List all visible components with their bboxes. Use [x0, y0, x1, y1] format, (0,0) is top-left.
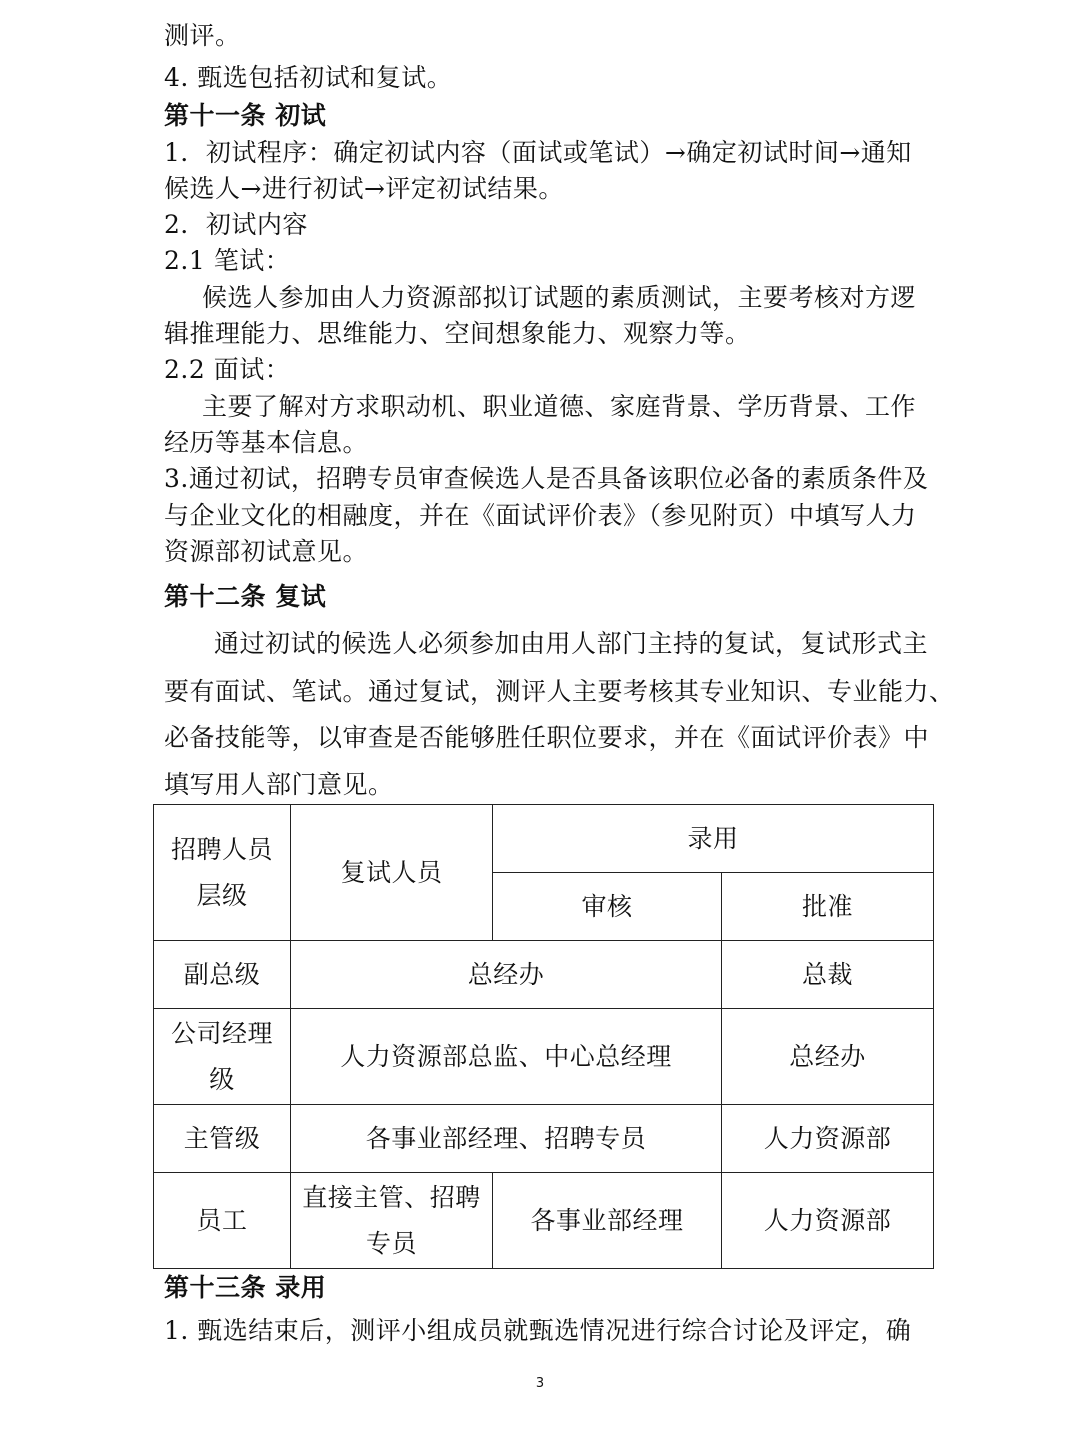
text-line: 2.2 面试：: [164, 355, 291, 384]
text-line: 辑推理能力、思维能力、空间想象能力、观察力等。: [164, 319, 751, 348]
interviewer-line: 直接主管、招聘: [302, 1182, 481, 1212]
table-row: [154, 1105, 934, 1173]
text-line: 资源部初试意见。: [164, 537, 369, 566]
level-line: 级: [209, 1064, 235, 1094]
merged-cell: 各事业部经理、招聘专员: [291, 1105, 722, 1173]
level-cell: 主管级: [154, 1105, 291, 1173]
text-line: 3.通过初试，招聘专员审查候选人是否具备该职位必备的素质条件及: [164, 464, 929, 493]
page-number: 3: [535, 1376, 545, 1391]
text-line: 2.1 笔试：: [164, 246, 291, 275]
header-approve-cell: 批准: [722, 873, 934, 941]
text-line: 通过初试的候选人必须参加由用人部门主持的复试，复试形式主: [214, 629, 929, 658]
interview-approval-table: [153, 804, 934, 1269]
merged-cell: 人力资源部总监、中心总经理: [291, 1009, 722, 1105]
text-line: 经历等基本信息。: [164, 428, 369, 457]
section-heading-13: 第十三条 录用: [164, 1273, 327, 1302]
level-cell: 副总级: [154, 941, 291, 1009]
section-heading-12: 第十二条 复试: [164, 582, 327, 611]
level-cell: [154, 1009, 291, 1105]
approve-cell: 总裁: [722, 941, 934, 1009]
level-cell: 员工: [154, 1173, 291, 1269]
text-line: 2．初试内容: [164, 210, 308, 239]
review-cell: 各事业部经理: [493, 1173, 722, 1269]
text-line: 4. 甄选包括初试和复试。: [164, 63, 453, 92]
approve-cell: 总经办: [722, 1009, 934, 1105]
text-line: 1．初试程序：确定初试内容（面试或笔试）→确定初试时间→通知: [164, 138, 912, 167]
header-interviewer-cell: 复试人员: [291, 805, 493, 941]
text-line: 测评。: [164, 21, 241, 50]
text-line: 与企业文化的相融度，并在《面试评价表》（参见附页）中填写人力: [164, 501, 917, 530]
text-line: 候选人参加由人力资源部拟订试题的素质测试，主要考核对方逻: [202, 283, 917, 312]
interviewer-line: 专员: [365, 1228, 417, 1258]
merged-cell: 总经办: [291, 941, 722, 1009]
header-hire-cell: 录用: [493, 805, 934, 873]
text-line: 必备技能等，以审查是否能够胜任职位要求，并在《面试评价表》中: [164, 723, 930, 752]
section-heading-11: 第十一条 初试: [164, 101, 327, 130]
table-row: [154, 941, 934, 1009]
text-line: 候选人→进行初试→评定初试结果。: [164, 174, 564, 203]
text-line: 主要了解对方求职动机、职业道德、家庭背景、学历背景、工作: [202, 392, 917, 421]
header-level-cell: [154, 805, 291, 941]
text-line: 填写用人部门意见。: [164, 770, 394, 799]
interviewer-cell: [291, 1173, 493, 1269]
header-level-line: 招聘人员: [170, 834, 273, 864]
table-row: [154, 1009, 934, 1105]
approve-cell: 人力资源部: [722, 1105, 934, 1173]
text-line: 要有面试、笔试。通过复试，测评人主要考核其专业知识、专业能力、: [164, 677, 955, 706]
approve-cell: 人力资源部: [722, 1173, 934, 1269]
header-level-line: 层级: [196, 880, 248, 910]
level-line: 公司经理: [170, 1018, 273, 1048]
text-line: 1. 甄选结束后，测评小组成员就甄选情况进行综合讨论及评定，确: [164, 1316, 912, 1345]
table-row: [154, 1173, 934, 1269]
header-review-cell: 审核: [493, 873, 722, 941]
